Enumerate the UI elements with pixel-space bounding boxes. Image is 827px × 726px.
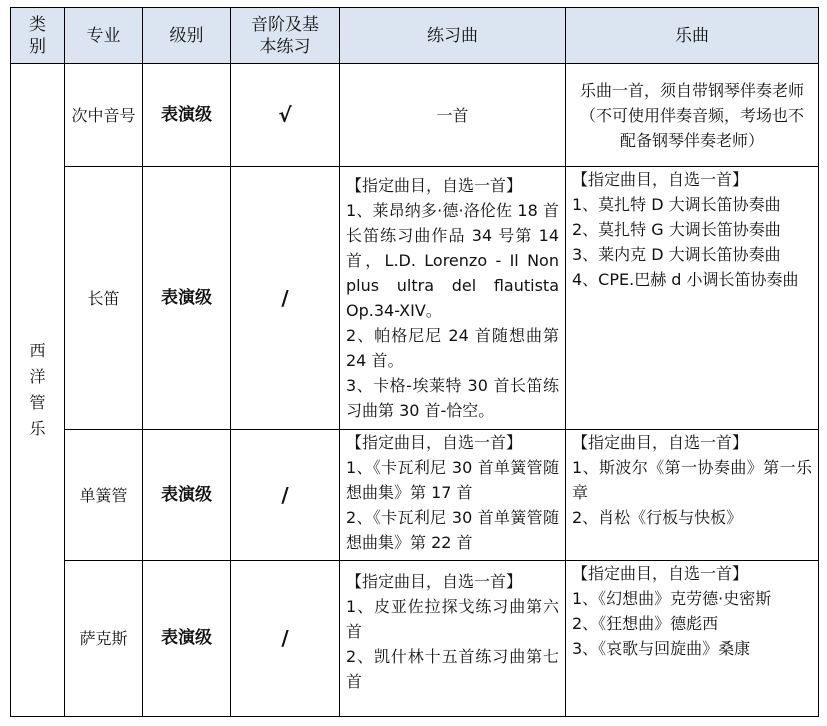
music-cell — [566, 561, 819, 717]
music-line: 乐曲一首，须自带钢琴伴奏老师（不可使用伴奏音频，考场也不配备钢琴伴奏老师） — [579, 80, 804, 150]
etude-cell — [340, 430, 566, 561]
music-line: 2、肖松《行板与快板》 — [572, 508, 743, 527]
music-line: 3、《哀歌与回旋曲》桑康 — [572, 639, 751, 658]
etude-line: 【指定曲目，自选一首】 — [346, 176, 523, 195]
etude-line: 【指定曲目，自选一首】 — [346, 572, 523, 591]
music-line: 【指定曲目，自选一首】 — [572, 564, 749, 583]
major-cell: 次中音号 — [65, 64, 143, 167]
music-line: 1、斯波尔《第一协奏曲》第一乐章 — [572, 458, 812, 502]
etude-line: 2、凯什林十五首练习曲第七首 — [346, 647, 559, 691]
header-level: 级别 — [143, 8, 231, 64]
table-header-row — [11, 8, 819, 64]
music-line: 【指定曲目，自选一首】 — [572, 170, 749, 189]
table-row — [11, 64, 819, 167]
music-line: 1、《幻想曲》克劳德·史密斯 — [572, 589, 772, 608]
level-cell: 表演级 — [143, 167, 231, 430]
scales-cell: √ — [231, 64, 340, 167]
music-cell — [566, 64, 819, 167]
major-cell: 萨克斯 — [65, 561, 143, 717]
etude-line: 1、皮亚佐拉探戈练习曲第六首 — [346, 597, 559, 641]
table-row — [11, 561, 819, 717]
music-cell — [566, 167, 819, 430]
major-cell: 单簧管 — [65, 430, 143, 561]
category-cell — [11, 64, 65, 717]
table-row — [11, 430, 819, 561]
etude-line: 1、《卡瓦利尼 30 首单簧管随想曲集》第 17 首 — [346, 458, 559, 502]
music-line: 【指定曲目，自选一首】 — [572, 433, 749, 452]
etude-line: 2、《卡瓦利尼 30 首单簧管随想曲集》第 22 首 — [346, 508, 559, 552]
header-scales: 音阶及基本练习 — [231, 8, 340, 64]
etude-line: 【指定曲目，自选一首】 — [346, 433, 523, 452]
etude-line: 2、帕格尼尼 24 首随想曲第 24 首。 — [346, 326, 559, 370]
header-category: 类别 — [11, 8, 65, 64]
etude-line: 1、莱昂纳多·德·洛伦佐 18 首长笛练习曲作品 34 号第 14 首，L.D. Lorenzo - Il Non plus ultra del flautista Op.34-XIV。 — [346, 201, 559, 320]
repertoire-table — [10, 7, 819, 717]
etude-cell — [340, 561, 566, 717]
scales-cell: / — [231, 430, 340, 561]
etude-cell — [340, 64, 566, 167]
music-line: 2、《狂想曲》德彪西 — [572, 614, 719, 633]
music-line: 3、莱内克 D 大调长笛协奏曲 — [572, 245, 781, 264]
music-line: 1、莫扎特 D 大调长笛协奏曲 — [572, 195, 781, 214]
level-cell: 表演级 — [143, 430, 231, 561]
etude-line: 3、卡格-埃莱特 30 首长笛练习曲第 30 首-恰空。 — [346, 376, 559, 420]
scales-cell: / — [231, 561, 340, 717]
level-cell: 表演级 — [143, 64, 231, 167]
level-cell: 表演级 — [143, 561, 231, 717]
header-major: 专业 — [65, 8, 143, 64]
music-cell — [566, 430, 819, 561]
music-line: 4、CPE.巴赫 d 小调长笛协奏曲 — [572, 270, 799, 289]
table-row — [11, 167, 819, 430]
etude-cell — [340, 167, 566, 430]
music-line: 2、莫扎特 G 大调长笛协奏曲 — [572, 220, 781, 239]
etude-line: 一首 — [436, 105, 469, 125]
scales-cell: / — [231, 167, 340, 430]
header-etude: 练习曲 — [340, 8, 566, 64]
major-cell: 长笛 — [65, 167, 143, 430]
header-music: 乐曲 — [566, 8, 819, 64]
category-label: 西洋管乐 — [29, 341, 46, 438]
